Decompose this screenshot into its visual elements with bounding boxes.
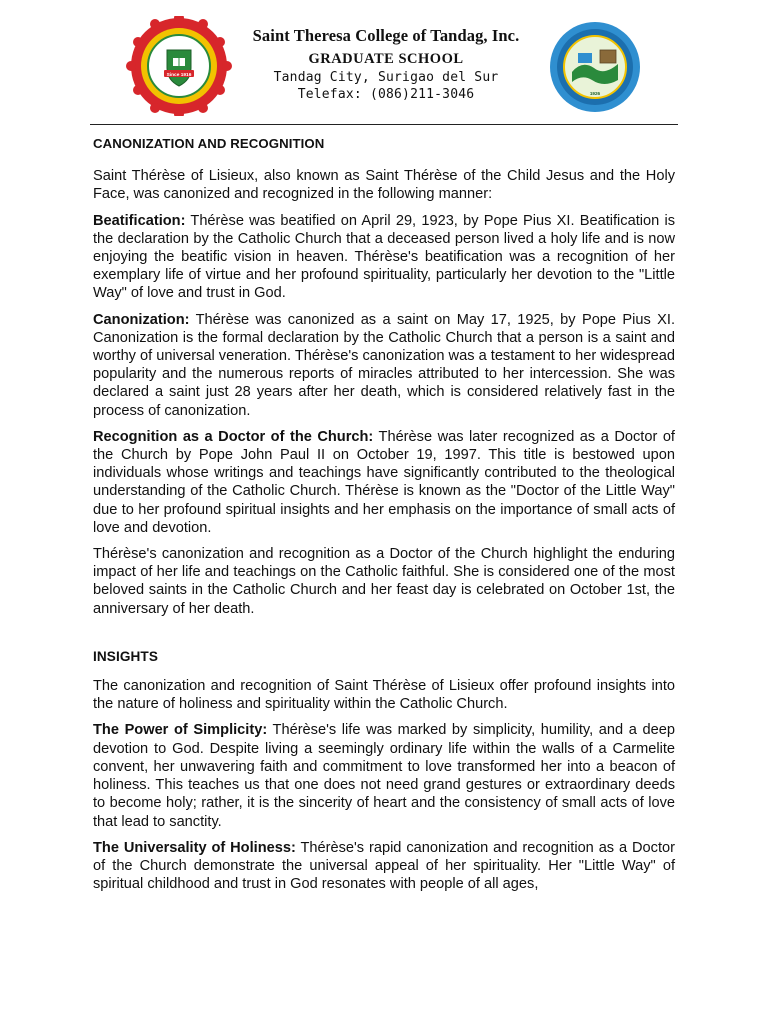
paragraph-insights-intro: The canonization and recognition of Saint Thérèse of Lisieux offer profound insights into the nature of holiness and spirituality within the Catholic Church.: [93, 678, 675, 713]
seal-inner-text: Since 1916: [166, 72, 192, 78]
paragraph-simplicity: [93, 721, 675, 830]
term-canonization: Canonization:: [93, 311, 190, 328]
graduate-school-seal-logo: [548, 20, 642, 114]
paragraph-beatification: [93, 212, 675, 303]
term-universality: The Universality of Holiness:: [93, 839, 296, 856]
college-seal-logo: [126, 16, 232, 116]
document-body: [93, 131, 675, 901]
paragraph-closing: Thérèse's canonization and recognition as a Doctor of the Church highlight the enduring impact of her life and teachings on the Catholic faithful. She is considered one of the most beloved saints in the Catholic Church and her feast day is celebrated on October 1st, the anniversary of her death.: [93, 546, 675, 617]
text-doctor: Thérèse was later recognized as a Doctor of the Church by Pope John Paul II on October 19, 1997. This title is bestowed upon individuals whose writings and teachings have significantly contributed to the theological understanding of the Catholic Church. Thérèse is known as the "Doctor of the Little Way" due to her profound spiritual insights and her emphasis on the importance of small acts of love and devotion.: [93, 428, 675, 536]
address: Tandag City, Surigao del Sur: [273, 70, 499, 85]
paragraph-intro: Saint Thérèse of Lisieux, also known as Saint Thérèse of the Child Jesus and the Holy Face, was canonized and recognized in the following manner:: [93, 168, 675, 203]
term-simplicity: The Power of Simplicity:: [93, 722, 268, 739]
header-divider: [90, 124, 678, 125]
letterhead: [0, 14, 768, 114]
school-name: GRADUATE SCHOOL: [308, 51, 464, 67]
paragraph-universality: [93, 839, 675, 894]
text-beatification: Thérèse was beatified on April 29, 1923, by Pope Pius XI. Beatification is the declaration by the Catholic Church that a deceased person lived a holy life and is now enjoying the beatific vision in heaven. Thérèse's beatification was a recognition of her exemplary life of virtue and her profound spirituality, particularly her devotion to the "Little Way" of love and trust in God.: [93, 212, 675, 302]
text-simplicity: Thérèse's life was marked by simplicity, humility, and a deep devotion to God. Despite living a seemingly ordinary life within the walls of a Carmelite convent, her unwavering faith and commitment to love transformed her into a beacon of holiness. This teaches us that one does not need grand gestures or extraordinary deeds to become holy; rather, it is the sincerity of heart and the consistency of small acts of love that lead to sanctity.: [93, 722, 675, 830]
text-canonization: Thérèse was canonized as a saint on May 17, 1925, by Pope Pius XI. Canonization is the formal declaration by the Catholic Church that a person is a saint and worthy of universal veneration. Thérèse's canonization was a testament to her widespread popularity and the numerous reports of miracles attributed to her intercession. She was declared a saint just 28 years after her death, which is considered relatively fast in the process of canonization.: [93, 311, 675, 419]
letterhead-text: [236, 26, 536, 102]
paragraph-canonization: [93, 311, 675, 420]
term-doctor: Recognition as a Doctor of the Church:: [93, 428, 374, 445]
term-beatification: Beatification:: [93, 212, 186, 229]
section-title-insights: INSIGHTS: [93, 648, 158, 664]
section-title-canonization: CANONIZATION AND RECOGNITION: [93, 136, 325, 151]
text-universality: Thérèse's rapid canonization and recognition as a Doctor of the Church demonstrate the universal appeal of her spirituality. Her "Little Way" of spiritual childhood and trust in God resonates with people of all ages,: [93, 839, 675, 893]
telefax: Telefax: (086)211-3046: [297, 87, 475, 102]
paragraph-doctor: [93, 428, 675, 537]
seal-year-text: 1926: [589, 91, 601, 96]
college-name: Saint Theresa College of Tandag, Inc.: [252, 26, 520, 45]
